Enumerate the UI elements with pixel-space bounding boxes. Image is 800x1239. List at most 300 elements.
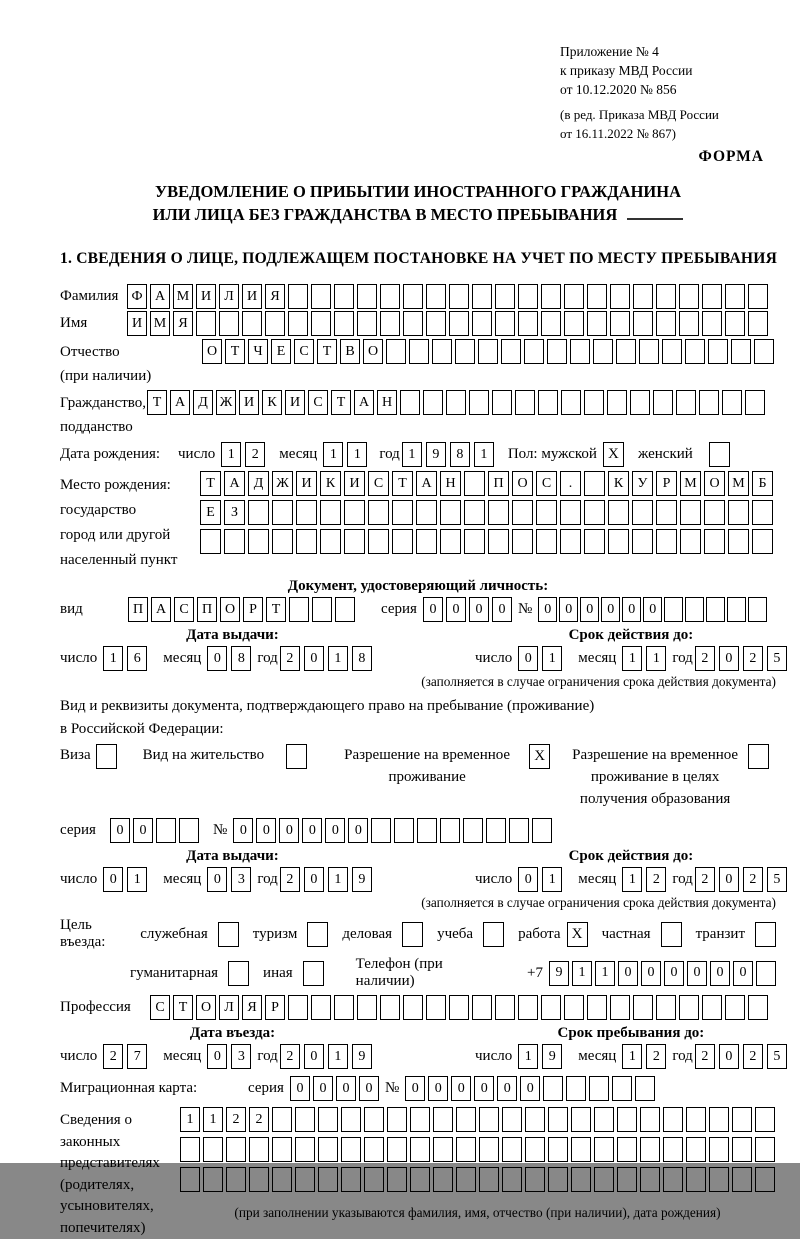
char-box[interactable]: А <box>354 390 374 415</box>
char-box[interactable] <box>564 284 584 309</box>
char-box[interactable]: 2 <box>245 442 265 467</box>
char-box[interactable] <box>311 284 331 309</box>
visa-checkbox[interactable] <box>96 744 117 769</box>
char-box[interactable]: И <box>285 390 305 415</box>
char-box[interactable] <box>685 339 705 364</box>
char-box[interactable] <box>704 500 725 525</box>
char-box[interactable]: 0 <box>304 1044 324 1069</box>
char-box[interactable]: 2 <box>743 867 763 892</box>
char-box[interactable] <box>410 1107 430 1132</box>
char-box[interactable]: 0 <box>719 646 739 671</box>
char-box[interactable] <box>295 1167 315 1192</box>
char-box[interactable]: Ч <box>248 339 268 364</box>
char-box[interactable] <box>456 1137 476 1162</box>
char-box[interactable] <box>463 818 483 843</box>
char-box[interactable]: К <box>608 471 629 496</box>
char-box[interactable]: 9 <box>549 961 569 986</box>
char-box[interactable]: 8 <box>450 442 470 467</box>
char-box[interactable] <box>594 1137 614 1162</box>
char-box[interactable] <box>752 529 773 554</box>
char-box[interactable]: 0 <box>664 961 684 986</box>
char-box[interactable] <box>640 1107 660 1132</box>
char-box[interactable]: 2 <box>695 1044 715 1069</box>
char-box[interactable]: Ж <box>272 471 293 496</box>
char-box[interactable]: 1 <box>474 442 494 467</box>
char-box[interactable]: 9 <box>352 867 372 892</box>
temp-residence-education-checkbox[interactable] <box>748 744 769 769</box>
char-box[interactable]: 0 <box>497 1076 517 1101</box>
char-box[interactable] <box>265 311 285 336</box>
char-box[interactable]: 1 <box>622 646 642 671</box>
char-box[interactable] <box>312 597 332 622</box>
char-box[interactable] <box>357 284 377 309</box>
char-box[interactable] <box>295 1107 315 1132</box>
char-box[interactable]: 7 <box>127 1044 147 1069</box>
char-box[interactable] <box>663 1137 683 1162</box>
char-box[interactable] <box>685 597 704 622</box>
char-box[interactable]: 8 <box>352 646 372 671</box>
char-box[interactable] <box>512 529 533 554</box>
char-box[interactable]: И <box>242 284 262 309</box>
char-box[interactable]: . <box>560 471 581 496</box>
char-box[interactable]: 5 <box>767 867 787 892</box>
char-box[interactable] <box>433 1107 453 1132</box>
char-box[interactable] <box>341 1137 361 1162</box>
char-box[interactable]: 2 <box>743 646 763 671</box>
char-box[interactable] <box>612 1076 632 1101</box>
char-box[interactable] <box>633 284 653 309</box>
char-box[interactable] <box>318 1137 338 1162</box>
char-box[interactable] <box>725 995 745 1020</box>
char-box[interactable] <box>732 1107 752 1132</box>
char-box[interactable] <box>610 311 630 336</box>
char-box[interactable] <box>727 597 746 622</box>
char-box[interactable]: З <box>224 500 245 525</box>
char-box[interactable]: 1 <box>180 1107 200 1132</box>
char-box[interactable] <box>288 311 308 336</box>
char-box[interactable] <box>344 529 365 554</box>
char-box[interactable] <box>525 1137 545 1162</box>
char-box[interactable] <box>242 311 262 336</box>
char-box[interactable] <box>656 284 676 309</box>
char-box[interactable] <box>464 529 485 554</box>
gender-female-checkbox[interactable] <box>709 442 730 467</box>
char-box[interactable] <box>608 529 629 554</box>
char-box[interactable]: 0 <box>359 1076 379 1101</box>
char-box[interactable] <box>495 311 515 336</box>
char-box[interactable] <box>423 390 443 415</box>
char-box[interactable]: 0 <box>313 1076 333 1101</box>
char-box[interactable]: 1 <box>221 442 241 467</box>
char-box[interactable] <box>607 390 627 415</box>
char-box[interactable] <box>731 339 751 364</box>
purpose-study-checkbox[interactable] <box>483 922 504 947</box>
char-box[interactable] <box>709 1107 729 1132</box>
char-box[interactable] <box>709 1167 729 1192</box>
char-box[interactable] <box>547 339 567 364</box>
char-box[interactable] <box>392 500 413 525</box>
char-box[interactable] <box>755 1107 775 1132</box>
char-box[interactable] <box>679 284 699 309</box>
char-box[interactable]: 2 <box>280 867 300 892</box>
char-box[interactable] <box>752 500 773 525</box>
char-box[interactable]: 0 <box>719 867 739 892</box>
char-box[interactable] <box>394 818 414 843</box>
char-box[interactable] <box>479 1167 499 1192</box>
char-box[interactable] <box>630 390 650 415</box>
char-box[interactable]: 0 <box>601 597 620 622</box>
char-box[interactable]: Р <box>265 995 285 1020</box>
char-box[interactable]: Я <box>242 995 262 1020</box>
char-box[interactable]: И <box>196 284 216 309</box>
char-box[interactable] <box>518 284 538 309</box>
char-box[interactable] <box>248 500 269 525</box>
char-box[interactable]: 0 <box>233 818 253 843</box>
char-box[interactable] <box>515 390 535 415</box>
residence-permit-checkbox[interactable] <box>286 744 307 769</box>
char-box[interactable]: 2 <box>646 1044 666 1069</box>
char-box[interactable]: Р <box>243 597 263 622</box>
temp-residence-checkbox[interactable]: X <box>529 744 550 769</box>
char-box[interactable] <box>679 995 699 1020</box>
char-box[interactable]: Р <box>656 471 677 496</box>
char-box[interactable] <box>610 995 630 1020</box>
char-box[interactable]: О <box>363 339 383 364</box>
char-box[interactable] <box>409 339 429 364</box>
char-box[interactable]: О <box>220 597 240 622</box>
char-box[interactable] <box>541 284 561 309</box>
char-box[interactable]: 0 <box>207 867 227 892</box>
char-box[interactable]: М <box>728 471 749 496</box>
char-box[interactable] <box>571 1137 591 1162</box>
char-box[interactable] <box>617 1107 637 1132</box>
char-box[interactable]: М <box>173 284 193 309</box>
char-box[interactable]: 0 <box>643 597 662 622</box>
char-box[interactable]: 1 <box>542 867 562 892</box>
char-box[interactable]: Ж <box>216 390 236 415</box>
char-box[interactable]: 1 <box>328 867 348 892</box>
char-box[interactable] <box>538 390 558 415</box>
char-box[interactable]: 0 <box>474 1076 494 1101</box>
char-box[interactable] <box>663 1107 683 1132</box>
char-box[interactable]: 2 <box>249 1107 269 1132</box>
char-box[interactable] <box>548 1167 568 1192</box>
char-box[interactable] <box>564 995 584 1020</box>
char-box[interactable] <box>543 1076 563 1101</box>
char-box[interactable]: Т <box>317 339 337 364</box>
char-box[interactable]: 0 <box>451 1076 471 1101</box>
char-box[interactable] <box>593 339 613 364</box>
char-box[interactable] <box>380 284 400 309</box>
purpose-private-checkbox[interactable] <box>661 922 682 947</box>
char-box[interactable]: 0 <box>325 818 345 843</box>
char-box[interactable]: Т <box>173 995 193 1020</box>
char-box[interactable] <box>380 995 400 1020</box>
char-box[interactable] <box>584 529 605 554</box>
char-box[interactable] <box>403 995 423 1020</box>
char-box[interactable] <box>633 995 653 1020</box>
char-box[interactable]: 0 <box>336 1076 356 1101</box>
char-box[interactable] <box>755 1137 775 1162</box>
char-box[interactable]: С <box>294 339 314 364</box>
char-box[interactable]: 1 <box>402 442 422 467</box>
char-box[interactable]: Е <box>271 339 291 364</box>
char-box[interactable]: 1 <box>572 961 592 986</box>
char-box[interactable] <box>664 597 683 622</box>
char-box[interactable] <box>541 995 561 1020</box>
char-box[interactable]: 0 <box>348 818 368 843</box>
char-box[interactable] <box>656 529 677 554</box>
char-box[interactable] <box>387 1107 407 1132</box>
char-box[interactable] <box>748 284 768 309</box>
char-box[interactable] <box>288 284 308 309</box>
char-box[interactable] <box>334 311 354 336</box>
char-box[interactable] <box>456 1107 476 1132</box>
char-box[interactable] <box>410 1167 430 1192</box>
char-box[interactable] <box>584 390 604 415</box>
char-box[interactable] <box>226 1167 246 1192</box>
char-box[interactable] <box>663 1167 683 1192</box>
char-box[interactable] <box>564 311 584 336</box>
char-box[interactable] <box>368 529 389 554</box>
char-box[interactable] <box>755 1167 775 1192</box>
char-box[interactable]: У <box>632 471 653 496</box>
char-box[interactable]: 0 <box>207 1044 227 1069</box>
char-box[interactable] <box>357 311 377 336</box>
char-box[interactable] <box>594 1167 614 1192</box>
char-box[interactable] <box>341 1107 361 1132</box>
char-box[interactable] <box>464 500 485 525</box>
char-box[interactable] <box>686 1167 706 1192</box>
char-box[interactable] <box>495 995 515 1020</box>
char-box[interactable] <box>502 1137 522 1162</box>
char-box[interactable] <box>417 818 437 843</box>
char-box[interactable] <box>180 1167 200 1192</box>
char-box[interactable]: 2 <box>280 1044 300 1069</box>
purpose-official-checkbox[interactable] <box>218 922 239 947</box>
purpose-tourism-checkbox[interactable] <box>307 922 328 947</box>
char-box[interactable]: Н <box>377 390 397 415</box>
char-box[interactable] <box>203 1137 223 1162</box>
char-box[interactable]: 1 <box>347 442 367 467</box>
char-box[interactable] <box>295 1137 315 1162</box>
char-box[interactable]: 1 <box>328 1044 348 1069</box>
char-box[interactable]: 9 <box>352 1044 372 1069</box>
char-box[interactable] <box>311 995 331 1020</box>
char-box[interactable] <box>633 311 653 336</box>
char-box[interactable] <box>706 597 725 622</box>
char-box[interactable]: К <box>262 390 282 415</box>
char-box[interactable] <box>289 597 309 622</box>
char-box[interactable]: С <box>150 995 170 1020</box>
char-box[interactable]: К <box>320 471 341 496</box>
char-box[interactable] <box>512 500 533 525</box>
char-box[interactable] <box>455 339 475 364</box>
char-box[interactable]: 2 <box>646 867 666 892</box>
char-box[interactable]: 2 <box>743 1044 763 1069</box>
char-box[interactable]: 1 <box>103 646 123 671</box>
char-box[interactable] <box>518 311 538 336</box>
char-box[interactable] <box>548 1107 568 1132</box>
char-box[interactable] <box>748 311 768 336</box>
char-box[interactable] <box>472 995 492 1020</box>
char-box[interactable]: 0 <box>641 961 661 986</box>
char-box[interactable] <box>288 995 308 1020</box>
char-box[interactable]: О <box>196 995 216 1020</box>
char-box[interactable]: Д <box>248 471 269 496</box>
char-box[interactable] <box>248 529 269 554</box>
char-box[interactable] <box>662 339 682 364</box>
char-box[interactable]: Д <box>193 390 213 415</box>
char-box[interactable] <box>386 339 406 364</box>
char-box[interactable] <box>446 390 466 415</box>
char-box[interactable]: А <box>224 471 245 496</box>
char-box[interactable] <box>410 1137 430 1162</box>
char-box[interactable] <box>509 818 529 843</box>
char-box[interactable] <box>702 311 722 336</box>
char-box[interactable] <box>632 500 653 525</box>
char-box[interactable] <box>632 529 653 554</box>
char-box[interactable] <box>525 1167 545 1192</box>
char-box[interactable] <box>440 529 461 554</box>
char-box[interactable] <box>272 500 293 525</box>
char-box[interactable] <box>478 339 498 364</box>
char-box[interactable] <box>224 529 245 554</box>
char-box[interactable] <box>676 390 696 415</box>
char-box[interactable] <box>616 339 636 364</box>
char-box[interactable] <box>728 529 749 554</box>
char-box[interactable] <box>560 529 581 554</box>
char-box[interactable] <box>320 500 341 525</box>
char-box[interactable]: 2 <box>280 646 300 671</box>
char-box[interactable] <box>179 818 199 843</box>
char-box[interactable] <box>656 500 677 525</box>
char-box[interactable] <box>587 995 607 1020</box>
char-box[interactable]: 0 <box>618 961 638 986</box>
char-box[interactable] <box>754 339 774 364</box>
char-box[interactable] <box>702 995 722 1020</box>
char-box[interactable] <box>318 1167 338 1192</box>
char-box[interactable] <box>725 311 745 336</box>
char-box[interactable]: 0 <box>710 961 730 986</box>
char-box[interactable] <box>464 471 485 496</box>
char-box[interactable] <box>745 390 765 415</box>
char-box[interactable]: 1 <box>203 1107 223 1132</box>
char-box[interactable]: Т <box>147 390 167 415</box>
char-box[interactable] <box>525 1107 545 1132</box>
char-box[interactable]: 1 <box>127 867 147 892</box>
char-box[interactable] <box>426 284 446 309</box>
char-box[interactable]: 0 <box>580 597 599 622</box>
char-box[interactable]: 0 <box>302 818 322 843</box>
char-box[interactable]: 2 <box>103 1044 123 1069</box>
char-box[interactable] <box>722 390 742 415</box>
char-box[interactable] <box>403 311 423 336</box>
purpose-humanitarian-checkbox[interactable] <box>228 961 249 986</box>
char-box[interactable] <box>249 1167 269 1192</box>
char-box[interactable] <box>702 284 722 309</box>
char-box[interactable]: Т <box>266 597 286 622</box>
char-box[interactable] <box>469 390 489 415</box>
char-box[interactable] <box>219 311 239 336</box>
char-box[interactable] <box>566 1076 586 1101</box>
char-box[interactable] <box>518 995 538 1020</box>
char-box[interactable]: 0 <box>423 597 443 622</box>
char-box[interactable] <box>449 995 469 1020</box>
char-box[interactable] <box>492 390 512 415</box>
char-box[interactable]: С <box>174 597 194 622</box>
char-box[interactable] <box>584 500 605 525</box>
char-box[interactable]: 1 <box>622 1044 642 1069</box>
char-box[interactable]: 0 <box>733 961 753 986</box>
char-box[interactable]: 0 <box>518 867 538 892</box>
char-box[interactable]: Ф <box>127 284 147 309</box>
char-box[interactable] <box>728 500 749 525</box>
char-box[interactable]: Л <box>219 284 239 309</box>
char-box[interactable]: 5 <box>767 1044 787 1069</box>
char-box[interactable]: 0 <box>518 646 538 671</box>
char-box[interactable] <box>725 284 745 309</box>
char-box[interactable] <box>272 1167 292 1192</box>
char-box[interactable] <box>364 1167 384 1192</box>
char-box[interactable]: Т <box>392 471 413 496</box>
char-box[interactable]: 0 <box>103 867 123 892</box>
char-box[interactable] <box>449 284 469 309</box>
char-box[interactable] <box>589 1076 609 1101</box>
char-box[interactable] <box>311 311 331 336</box>
char-box[interactable]: Н <box>440 471 461 496</box>
char-box[interactable] <box>571 1167 591 1192</box>
char-box[interactable] <box>486 818 506 843</box>
char-box[interactable] <box>335 597 355 622</box>
char-box[interactable]: А <box>416 471 437 496</box>
char-box[interactable] <box>426 311 446 336</box>
char-box[interactable] <box>440 500 461 525</box>
char-box[interactable]: 0 <box>520 1076 540 1101</box>
gender-male-checkbox[interactable]: X <box>603 442 624 467</box>
char-box[interactable]: П <box>197 597 217 622</box>
char-box[interactable]: 1 <box>542 646 562 671</box>
char-box[interactable] <box>640 1137 660 1162</box>
char-box[interactable] <box>617 1167 637 1192</box>
char-box[interactable] <box>364 1107 384 1132</box>
char-box[interactable] <box>708 339 728 364</box>
char-box[interactable]: 1 <box>328 646 348 671</box>
char-box[interactable] <box>368 500 389 525</box>
purpose-other-checkbox[interactable] <box>303 961 324 986</box>
char-box[interactable]: Л <box>219 995 239 1020</box>
char-box[interactable] <box>426 995 446 1020</box>
char-box[interactable]: 0 <box>446 597 466 622</box>
char-box[interactable] <box>587 311 607 336</box>
char-box[interactable] <box>433 1167 453 1192</box>
char-box[interactable]: 6 <box>127 646 147 671</box>
char-box[interactable]: 2 <box>226 1107 246 1132</box>
char-box[interactable]: Я <box>173 311 193 336</box>
char-box[interactable] <box>495 284 515 309</box>
char-box[interactable] <box>756 961 776 986</box>
char-box[interactable] <box>699 390 719 415</box>
char-box[interactable]: Т <box>225 339 245 364</box>
char-box[interactable] <box>536 500 557 525</box>
purpose-business-checkbox[interactable] <box>402 922 423 947</box>
char-box[interactable]: Е <box>200 500 221 525</box>
char-box[interactable]: 9 <box>542 1044 562 1069</box>
char-box[interactable]: 0 <box>469 597 489 622</box>
char-box[interactable] <box>416 529 437 554</box>
char-box[interactable]: Т <box>331 390 351 415</box>
char-box[interactable] <box>387 1167 407 1192</box>
